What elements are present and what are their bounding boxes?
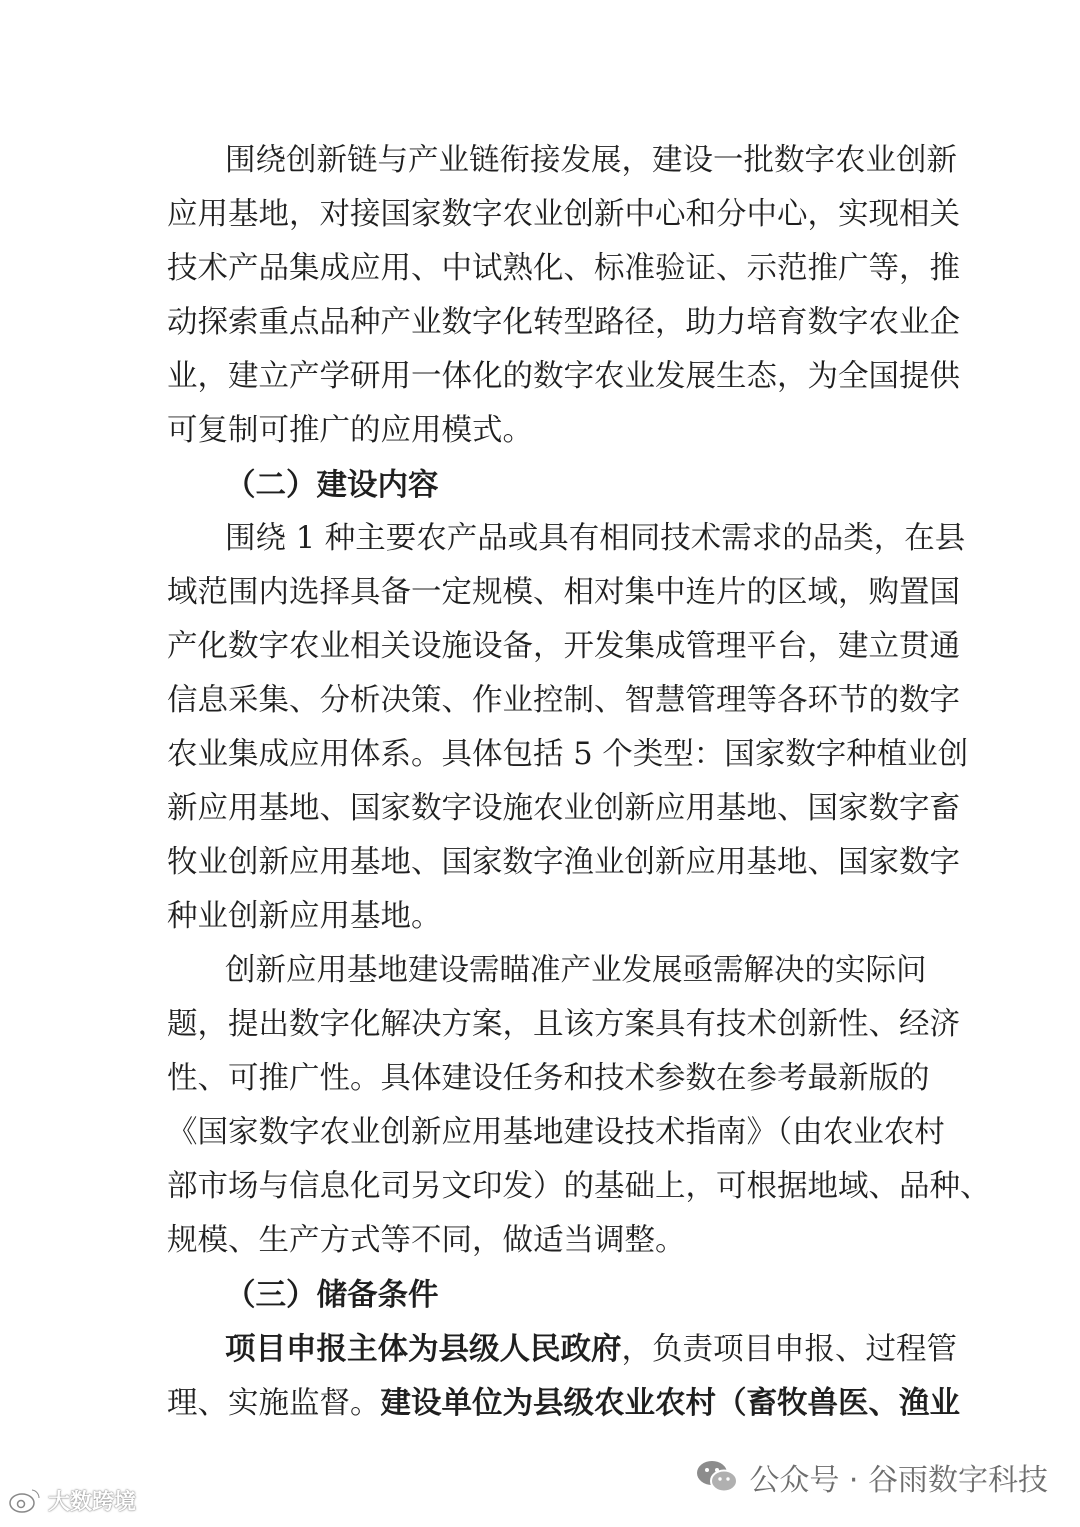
- text-line: 题，提出数字化解决方案，且该方案具有技术创新性、经济: [167, 1007, 960, 1042]
- text-line: 农业集成应用体系。具体包括 5 个类型：国家数字种植业创: [167, 737, 969, 772]
- text-line: [167, 1322, 957, 1376]
- text-line: 新应用基地、国家数字设施农业创新应用基地、国家数字畜: [167, 791, 960, 826]
- text-line: 种业创新应用基地。: [167, 899, 442, 934]
- text-line: 围绕 1 种主要农产品或具有相同技术需求的品类，在县: [225, 521, 966, 556]
- text-line: 域范围内选择具备一定规模、相对集中连片的区域，购置国: [167, 575, 960, 610]
- text-line: 《国家数字农业创新应用基地建设技术指南》（由农业农村: [167, 1115, 945, 1150]
- weibo-watermark-text: 大数跨境: [48, 1489, 137, 1515]
- section-heading-2: （二）建设内容: [225, 467, 439, 503]
- weibo-watermark: [8, 1482, 136, 1518]
- paragraph-1: [167, 134, 960, 458]
- wechat-watermark: [695, 1452, 1048, 1502]
- text-line: 性、可推广性。具体建设任务和技术参数在参考最新版的: [167, 1061, 930, 1096]
- text-line: 创新应用基地建设需瞄准产业发展亟需解决的实际问: [225, 953, 927, 988]
- text-line: 技术产品集成应用、中试熟化、标准验证、示范推广等，推: [167, 251, 960, 286]
- text-line: [167, 1376, 960, 1430]
- section-heading-3: （三）储备条件: [225, 1277, 439, 1313]
- weibo-icon: [8, 1486, 42, 1514]
- bold-phrase: 项目申报主体为县级人民政府: [225, 1331, 622, 1367]
- paragraph-3: [167, 944, 991, 1268]
- text-line: 部市场与信息化司另文印发）的基础上，可根据地域、品种、: [167, 1169, 991, 1204]
- bold-phrase: 建设单位为县级农业农村（畜牧兽医、渔业: [380, 1385, 960, 1421]
- text-run: 理、实施监督。: [167, 1386, 381, 1421]
- text-line: 应用基地，对接国家数字农业创新中心和分中心，实现相关: [167, 197, 960, 232]
- wechat-icon: [695, 1458, 739, 1496]
- wechat-watermark-text: 公众号 · 谷雨数字科技: [749, 1463, 1048, 1498]
- text-line: 产化数字农业相关设施设备，开发集成管理平台，建立贯通: [167, 629, 960, 664]
- text-line: 动探索重点品种产业数字化转型路径，助力培育数字农业企: [167, 305, 960, 340]
- document-body: [167, 134, 991, 1430]
- text-run: ，负责项目申报、过程管: [621, 1332, 957, 1367]
- text-line: 信息采集、分析决策、作业控制、智慧管理等各环节的数字: [167, 683, 960, 718]
- paragraph-2: [167, 512, 969, 944]
- paragraph-4: [167, 1322, 960, 1430]
- text-line: 业，建立产学研用一体化的数字农业发展生态，为全国提供: [167, 359, 960, 394]
- text-line: 围绕创新链与产业链衔接发展，建设一批数字农业创新: [225, 143, 957, 178]
- text-line: 规模、生产方式等不同，做适当调整。: [167, 1223, 686, 1258]
- text-line: 可复制可推广的应用模式。: [167, 413, 533, 448]
- text-line: 牧业创新应用基地、国家数字渔业创新应用基地、国家数字: [167, 845, 960, 880]
